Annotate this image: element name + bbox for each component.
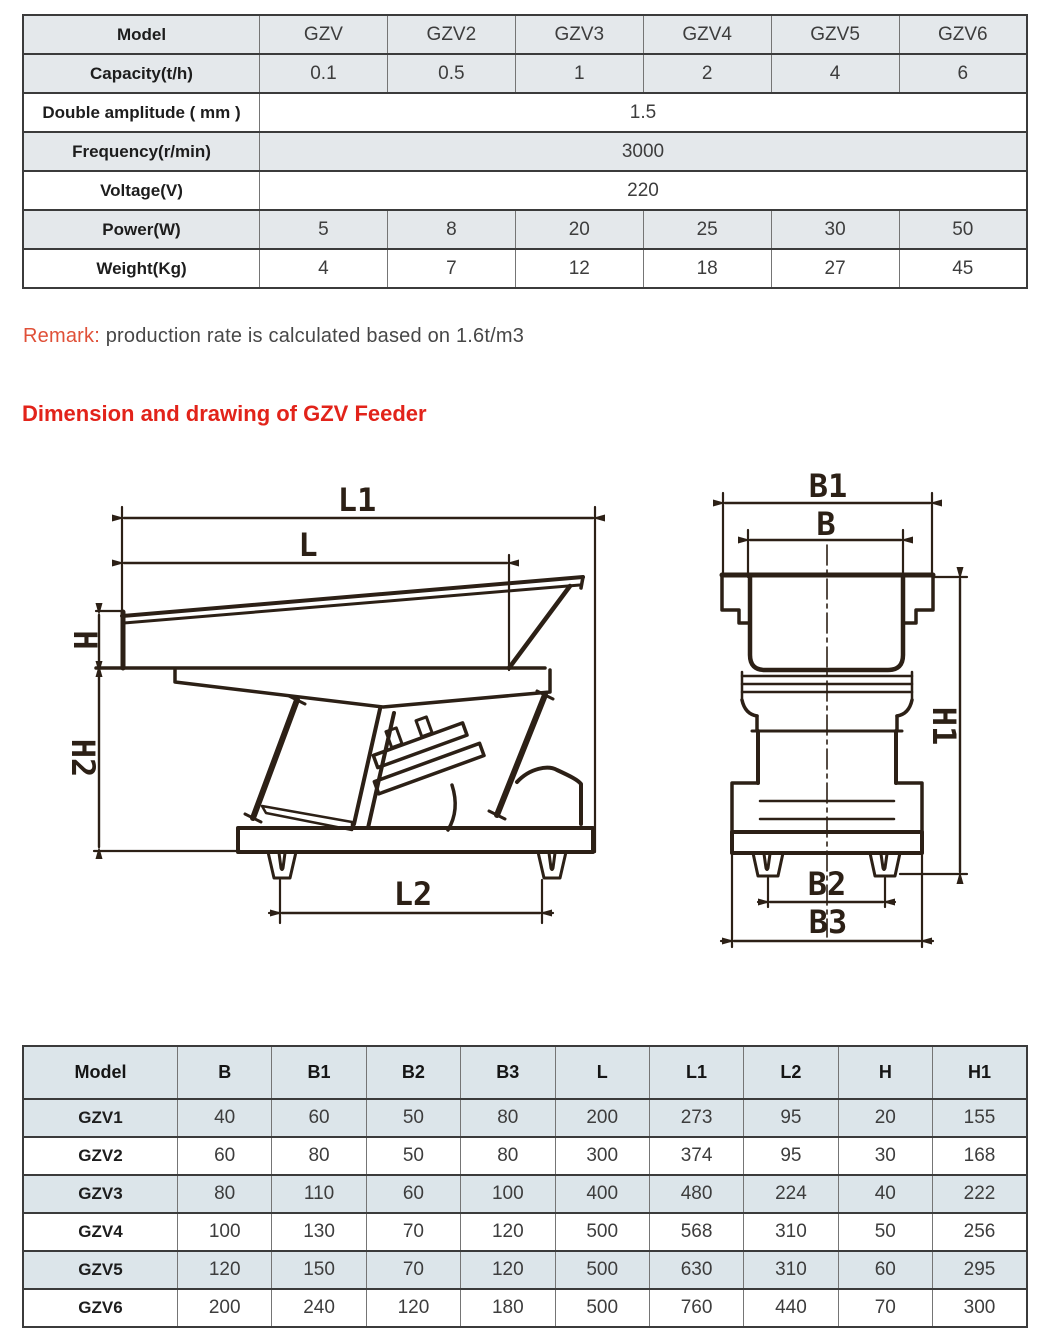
dim-value-cell: 60: [838, 1251, 932, 1289]
dim-value-cell: 50: [366, 1099, 460, 1137]
spec-value-cell: 12: [515, 249, 643, 288]
dim-value-cell: 80: [461, 1137, 555, 1175]
dim-value-cell: 40: [838, 1175, 932, 1213]
dim-value-cell: 120: [366, 1289, 460, 1327]
dim-value-cell: 310: [744, 1251, 838, 1289]
spec-value-cell: 30: [771, 210, 899, 249]
dim-value-cell: 110: [272, 1175, 366, 1213]
dim-label-b2: B2: [807, 865, 847, 903]
spec-header-cell: GZV5: [771, 15, 899, 54]
spec-header-cell: GZV: [260, 15, 388, 54]
dim-header-cell: H1: [933, 1046, 1028, 1099]
dim-value-cell: 50: [366, 1137, 460, 1175]
dim-row: [23, 1175, 1027, 1213]
spec-value-cell: 27: [771, 249, 899, 288]
dim-value-cell: 80: [272, 1137, 366, 1175]
remark-line: [23, 325, 524, 348]
spec-row-label: Weight(Kg): [23, 249, 260, 288]
dim-value-cell: 60: [272, 1099, 366, 1137]
dim-value-cell: 440: [744, 1289, 838, 1327]
spec-header-cell: GZV4: [643, 15, 771, 54]
spec-value-cell: 0.5: [387, 54, 515, 93]
dim-row-model: GZV6: [23, 1289, 178, 1327]
dim-value-cell: 80: [461, 1099, 555, 1137]
spec-header-model: Model: [23, 15, 260, 54]
left-foot: [268, 852, 296, 878]
dim-value-cell: 120: [461, 1251, 555, 1289]
right-spring: [497, 695, 545, 815]
spec-value-cell: 20: [515, 210, 643, 249]
dim-row-model: GZV1: [23, 1099, 178, 1137]
spec-value-cell: 1: [515, 54, 643, 93]
dim-label-b3: B3: [808, 903, 848, 941]
dim-value-cell: 200: [555, 1099, 649, 1137]
dim-row: [23, 1213, 1027, 1251]
dim-value-cell: 180: [461, 1289, 555, 1327]
spec-value-cell: 8: [387, 210, 515, 249]
section-heading: Dimension and drawing of GZV Feeder: [22, 401, 427, 426]
spec-value-cell: 0.1: [260, 54, 388, 93]
dim-value-cell: 568: [649, 1213, 743, 1251]
spec-row-label: Capacity(t/h): [23, 54, 260, 93]
dim-row: [23, 1137, 1027, 1175]
tray-top-edge: [122, 577, 583, 616]
dim-value-cell: 60: [178, 1137, 272, 1175]
dim-header-cell: B: [178, 1046, 272, 1099]
dim-value-cell: 374: [649, 1137, 743, 1175]
spec-value-cell: 50: [899, 210, 1027, 249]
dim-header-cell: L1: [649, 1046, 743, 1099]
dim-label-h: H: [66, 630, 104, 650]
dim-value-cell: 224: [744, 1175, 838, 1213]
dim-value-cell: 100: [178, 1213, 272, 1251]
spec-row: [23, 93, 1027, 132]
dim-header-cell: L2: [744, 1046, 838, 1099]
spec-header-row: [23, 15, 1027, 54]
dim-value-cell: 95: [744, 1137, 838, 1175]
dim-value-cell: 155: [933, 1099, 1028, 1137]
dim-row-model: GZV5: [23, 1251, 178, 1289]
dim-value-cell: 80: [178, 1175, 272, 1213]
spec-row-label: Double amplitude ( mm ): [23, 93, 260, 132]
spec-value-cell: 2: [643, 54, 771, 93]
dim-label-b1: B1: [808, 467, 848, 505]
dim-value-cell: 200: [178, 1289, 272, 1327]
dim-header-cell: H: [838, 1046, 932, 1099]
dim-value-cell: 295: [933, 1251, 1028, 1289]
spec-row: [23, 171, 1027, 210]
dim-value-cell: 273: [649, 1099, 743, 1137]
dim-label-l: L: [298, 526, 318, 564]
dim-value-cell: 30: [838, 1137, 932, 1175]
left-spring: [253, 700, 297, 818]
spec-header-cell: GZV2: [387, 15, 515, 54]
dim-header-cell: B1: [272, 1046, 366, 1099]
dim-value-cell: 222: [933, 1175, 1028, 1213]
dim-value-cell: 300: [933, 1289, 1028, 1327]
spec-header-cell: GZV3: [515, 15, 643, 54]
dim-header-cell: B2: [366, 1046, 460, 1099]
dim-value-cell: 480: [649, 1175, 743, 1213]
deck-slab: [175, 670, 550, 707]
spec-header-cell: GZV6: [899, 15, 1027, 54]
dim-value-cell: 400: [555, 1175, 649, 1213]
dim-header-cell: B3: [461, 1046, 555, 1099]
spec-value-cell: 18: [643, 249, 771, 288]
dim-value-cell: 630: [649, 1251, 743, 1289]
spec-row-label: Frequency(r/min): [23, 132, 260, 171]
dim-value-cell: 95: [744, 1099, 838, 1137]
dim-header-row: [23, 1046, 1027, 1099]
dim-row: [23, 1289, 1027, 1327]
spec-value-cell: 6: [899, 54, 1027, 93]
spec-span-value: 1.5: [260, 93, 1028, 132]
dim-row: [23, 1099, 1027, 1137]
spec-value-cell: 45: [899, 249, 1027, 288]
dim-value-cell: 760: [649, 1289, 743, 1327]
dim-value-cell: 60: [366, 1175, 460, 1213]
dim-label-h1: H1: [925, 706, 963, 746]
right-foot: [538, 852, 566, 878]
spec-row: [23, 54, 1027, 93]
front-view-drawing: [690, 455, 1030, 960]
base-plate: [238, 828, 593, 852]
dim-row: [23, 1251, 1027, 1289]
dim-value-cell: 40: [178, 1099, 272, 1137]
dim-value-cell: 150: [272, 1251, 366, 1289]
spec-value-cell: 7: [387, 249, 515, 288]
dim-value-cell: 100: [461, 1175, 555, 1213]
dim-label-h2: H2: [64, 738, 102, 778]
spec-row: [23, 210, 1027, 249]
dim-value-cell: 240: [272, 1289, 366, 1327]
front-left-foot: [753, 853, 783, 876]
dimension-table: [22, 1045, 1028, 1328]
dim-value-cell: 130: [272, 1213, 366, 1251]
spec-value-cell: 4: [260, 249, 388, 288]
spec-row: [23, 132, 1027, 171]
dim-label-l1: L1: [337, 481, 377, 519]
spec-row-label: Power(W): [23, 210, 260, 249]
dim-row-model: GZV3: [23, 1175, 178, 1213]
dim-value-cell: 50: [838, 1213, 932, 1251]
dim-value-cell: 300: [555, 1137, 649, 1175]
spec-row-label: Voltage(V): [23, 171, 260, 210]
dim-row-model: GZV4: [23, 1213, 178, 1251]
dim-value-cell: 500: [555, 1289, 649, 1327]
dim-value-cell: 120: [461, 1213, 555, 1251]
dim-value-cell: 310: [744, 1213, 838, 1251]
dim-value-cell: 500: [555, 1251, 649, 1289]
tray-support-strut: [509, 586, 570, 668]
dim-value-cell: 120: [178, 1251, 272, 1289]
spec-value-cell: 5: [260, 210, 388, 249]
spec-row: [23, 249, 1027, 288]
dim-header-cell: Model: [23, 1046, 178, 1099]
dim-value-cell: 500: [555, 1213, 649, 1251]
spec-value-cell: 4: [771, 54, 899, 93]
dim-value-cell: 70: [366, 1251, 460, 1289]
spec-table: [22, 14, 1028, 289]
dim-header-cell: L: [555, 1046, 649, 1099]
dim-value-cell: 168: [933, 1137, 1028, 1175]
spec-value-cell: 25: [643, 210, 771, 249]
dim-row-model: GZV2: [23, 1137, 178, 1175]
dim-value-cell: 70: [366, 1213, 460, 1251]
front-right-foot: [870, 853, 900, 876]
remark-label: Remark:: [23, 325, 100, 347]
right-bracket: [517, 768, 581, 824]
spec-span-value: 220: [260, 171, 1028, 210]
side-view-drawing: [60, 455, 660, 960]
dim-value-cell: 256: [933, 1213, 1028, 1251]
dim-label-l2: L2: [393, 875, 433, 913]
spec-span-value: 3000: [260, 132, 1028, 171]
dim-value-cell: 70: [838, 1289, 932, 1327]
dim-label-b: B: [816, 505, 836, 543]
dim-value-cell: 20: [838, 1099, 932, 1137]
remark-text: production rate is calculated based on 1.6t/m3: [99, 325, 525, 347]
